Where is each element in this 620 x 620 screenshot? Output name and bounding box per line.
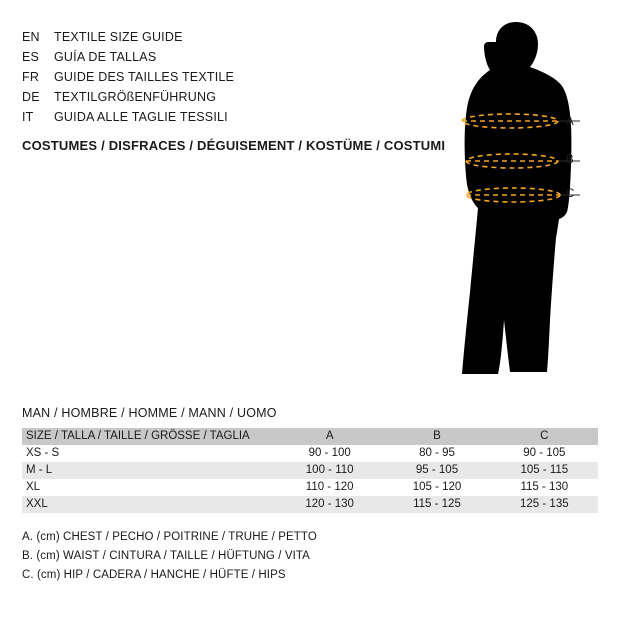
language-row xyxy=(22,50,352,70)
size-table xyxy=(22,428,598,513)
language-title: GUIDE DES TAILLES TEXTILE xyxy=(54,70,235,84)
cell-b: 95 - 105 xyxy=(415,464,459,476)
measurement-legend xyxy=(22,528,317,585)
legend-note-c: C. (cm) HIP / CADERA / HANCHE / HÜFTE / HIPS xyxy=(22,569,286,581)
column-header-c: C xyxy=(540,430,549,442)
cell-a: 110 - 120 xyxy=(305,481,354,493)
language-code: FR xyxy=(22,70,40,84)
column-header-b: B xyxy=(433,430,441,442)
measurement-guides xyxy=(440,20,600,390)
table-row xyxy=(22,479,598,496)
cell-a: 100 - 110 xyxy=(305,464,354,476)
legend-note-b: B. (cm) WAIST / CINTURA / TAILLE / HÜFTUNG / VITA xyxy=(22,550,310,562)
table-header-row xyxy=(22,428,598,445)
cell-size: XXL xyxy=(26,498,48,510)
language-row xyxy=(22,70,352,90)
language-code: EN xyxy=(22,30,40,44)
language-row xyxy=(22,110,352,130)
cell-c: 105 - 115 xyxy=(520,464,569,476)
language-code: IT xyxy=(22,110,34,124)
measure-label-c: C xyxy=(566,188,575,200)
table-row xyxy=(22,462,598,479)
language-title: TEXTILE SIZE GUIDE xyxy=(54,30,183,44)
costumes-heading: COSTUMES / DISFRACES / DÉGUISEMENT / KOSTÜME / COSTUMI xyxy=(22,138,446,153)
cell-size: M - L xyxy=(26,464,53,476)
column-header-a: A xyxy=(325,430,334,442)
measure-label-a: A xyxy=(566,116,574,128)
language-row xyxy=(22,30,352,50)
language-title: GUÍA DE TALLAS xyxy=(54,50,157,64)
cell-a: 120 - 130 xyxy=(305,498,354,510)
table-row xyxy=(22,496,598,513)
language-code: ES xyxy=(22,50,40,64)
column-header-size: SIZE / TALLA / TAILLE / GRÖSSE / TAGLIA xyxy=(26,430,250,442)
legend-note-a: A. (cm) CHEST / PECHO / POITRINE / TRUHE / PETTO xyxy=(22,531,317,543)
cell-size: XS - S xyxy=(26,447,60,459)
language-title: GUIDA ALLE TAGLIE TESSILI xyxy=(54,110,228,124)
table-section-title: MAN / HOMBRE / HOMME / MANN / UOMO xyxy=(22,406,277,420)
language-row xyxy=(22,90,352,110)
language-list xyxy=(22,30,352,130)
cell-c: 90 - 105 xyxy=(523,447,566,459)
table-row xyxy=(22,445,598,462)
cell-b: 80 - 95 xyxy=(419,447,455,459)
cell-size: XL xyxy=(26,481,41,493)
cell-c: 125 - 135 xyxy=(520,498,569,510)
male-silhouette-figure xyxy=(440,20,600,390)
cell-b: 105 - 120 xyxy=(412,481,462,493)
language-title: TEXTILGRÖßENFÜHRUNG xyxy=(54,90,217,104)
cell-b: 115 - 125 xyxy=(413,498,461,510)
language-code: DE xyxy=(22,90,40,104)
measure-label-b: B xyxy=(566,154,574,166)
cell-c: 115 - 130 xyxy=(520,481,569,493)
cell-a: 90 - 100 xyxy=(308,447,351,459)
